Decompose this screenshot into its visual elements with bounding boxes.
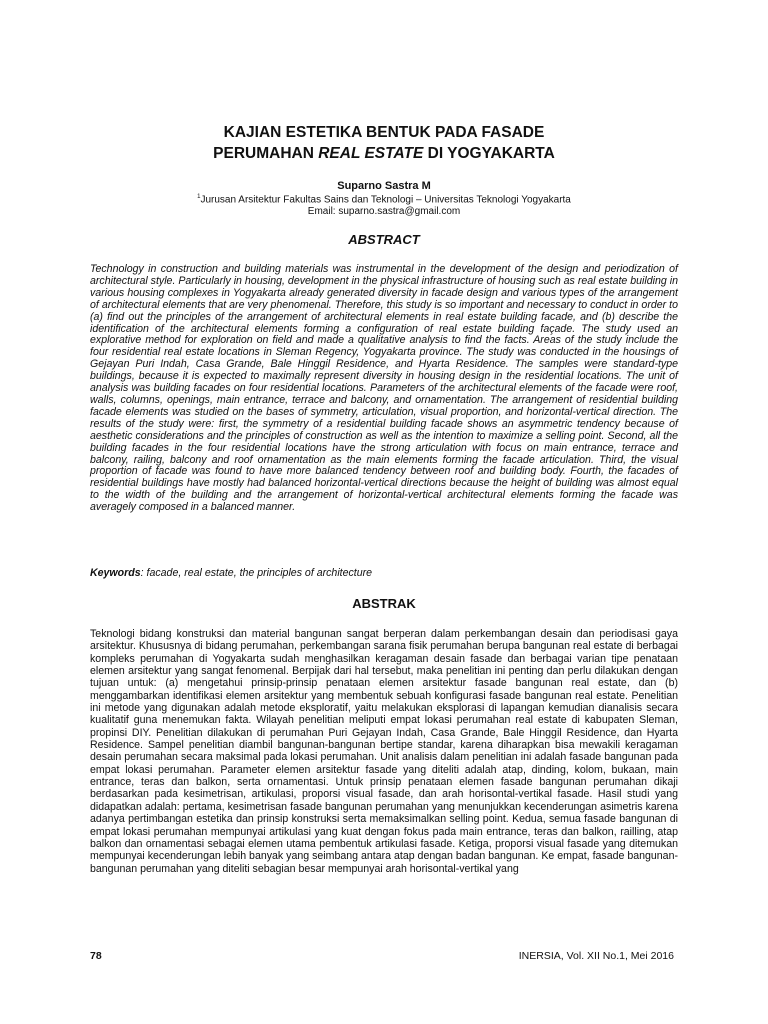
keywords-label: Keywords	[90, 567, 141, 579]
title-line-1: KAJIAN ESTETIKA BENTUK PADA FASADE	[223, 124, 545, 141]
keywords-text: : facade, real estate, the principles of architecture	[140, 567, 373, 579]
author-name: Suparno Sastra M	[337, 180, 431, 192]
title-line-2	[0, 143, 768, 164]
abstract-body: Technology in construction and building materials was instrumental in the development of the design and periodization of architectural style. Particularly in housing, development in the physical infrastructure of housing such as real estate building in various housing complexes in Yogyakarta already generated diversity in facade design and various types of the arrangement of architectural elements that are very phenomenal. Therefore, this study is so important and necessary to conduct in order to (a) find out the principles of the arrangement of architectural elements in real estate building facade, and (b) describe the identification of the architectural elements forming a configuration of real estate building façade. The study used an explorative method for exploration on field and made a qualitative analysis to find the facts. Areas of the study include the four residential real estate locations in Sleman Regency, Yogyakarta province. The study was conducted in the housings of Gejayan Puri Indah, Casa Grande, Bale Hinggil Residence, and Hyarta Residence. The samples were standard-type buildings, because it is expected to maximally represent diversity in housing design in the residential locations. The unit of analysis was building facades on four residential locations. Parameters of the architectural elements of the facade were roof, walls, columns, openings, main entrance, terrace and balcony, and ornamentation. The arrangement of residential building facade elements was studied on the bases of symmetry, articulation, visual proportion, and horizontal-vertical direction. The results of the study were: first, the symmetry of a residential building facade shows an asymmetric tendency because of aesthetic considerations and the principles of construction as well as the intention to maximize a selling point. Second, all the building facades in the four residential locations have the strong articulation with focus on main entrance, terrace and balcony, railing, balcony and roof ornamentation as the main elements forming the facade articulation. Third, the visual proportion of facade was found to have more balanced tendency between roof and building body. Fourth, the facades of residential buildings have mostly had balanced horizontal-vertical directions because the height of building was almost equal to the width of the building and the arrangement of horizontal-vertical architectural elements forming the facade was averagely composed in a balanced manner.	[90, 263, 678, 514]
author-email: Email: suparno.sastra@gmail.com	[307, 205, 461, 217]
affiliation-mark: 1	[197, 194, 201, 200]
abstrak-heading: ABSTRAK	[352, 596, 416, 611]
keywords-line	[90, 567, 678, 579]
abstract-heading: ABSTRACT	[348, 232, 420, 247]
page-number: 78	[90, 950, 102, 962]
abstrak-body: Teknologi bidang konstruksi dan material bangunan sangat berperan dalam perkembangan desain dan periodisasi gaya arsitektur. Khususnya di bidang perumahan, perkembangan sarana fisik perumahan berupa bangunan real estate di berbagai kompleks perumahan di Yogyakarta sudah menghasilkan keragaman desain fasade dan berbagai varian tipe penataan elemen arsitektur yang sangat fenomenal. Berpijak dari hal tersebut, maka penelitian ini penting dan perlu dilakukan dengan tujuan untuk: (a) mengetahui prinsip-prinsip penataan elemen arsitektur fasade bangunan real estate, dan (b) menggambarkan identifikasi elemen arsitektur yang membentuk sebuah konfigurasi fasade bangunan real estate. Penelitian ini metode yang digunakan adalah metode eksploratif, yaitu melakukan eksplorasi di lapangan kemudian dianalisis secara kualitatif guna menemukan fakta. Wilayah penelitian meliputi empat lokasi perumahan real estate di kabupaten Sleman, propinsi DIY. Penelitian dilakukan di perumahan Puri Gejayan Indah, Casa Grande, Bale Hinggil Residence, dan Hyarta Residence. Sampel penelitian diambil bangunan-bangunan bertipe standar, karena diharapkan bisa mewakili keragaman desain perumahan secara maksimal pada lokasi perumahan. Unit analisis dalam penelitian ini adalah fasade bangunan pada empat lokasi perumahan. Parameter elemen arsitektur fasade yang diteliti adalah atap, dinding, kolom, bukaan, main entrance, teras dan balkon, serta ornamentasi. Untuk prinsip penataan elemen fasade bangunan perumahan dikaji berdasarkan pada kesimetrisan, artikulasi, proporsi visual fasade, dan arah horisontal-vertikal fasade. Hasil studi yang didapatkan adalah: pertama, kesimetrisan fasade bangunan perumahan yang menunjukkan kecenderungan asimetris karena adanya pertimbangan estetika dan prinsip konstruksi serta memaksimalkan selling point. Kedua, semua fasade bangunan di empat lokasi perumahan mempunyai artikulasi yang kuat dengan fokus pada main entrance, teras dan balkon, railling, atap balkon dan ornamentasi sebagai elemen utama pembentuk artikulasi fasade. Ketiga, proporsi visual fasade yang ditemukan mempunyai kecenderungan lebih banyak yang seimbang antara atap dengan badan bangunan. Ke empat, fasade bangunan-bangunan perumahan yang diteliti sebagian besar mempunyai arah horisontal-vertikal yang	[90, 628, 678, 875]
title-line-2-suffix: DI YOGYAKARTA	[423, 145, 555, 162]
title-line-2-prefix: PERUMAHAN	[213, 145, 319, 162]
journal-footer: INERSIA, Vol. XII No.1, Mei 2016	[518, 950, 674, 962]
affiliation-line	[0, 192, 768, 206]
title-line-2-italic: REAL ESTATE	[318, 145, 424, 162]
paper-title	[0, 122, 768, 164]
author-affiliation-block	[0, 192, 768, 217]
affiliation-text: Jurusan Arsitektur Fakultas Sains dan Teknologi – Universitas Teknologi Yogyakarta	[200, 194, 571, 206]
